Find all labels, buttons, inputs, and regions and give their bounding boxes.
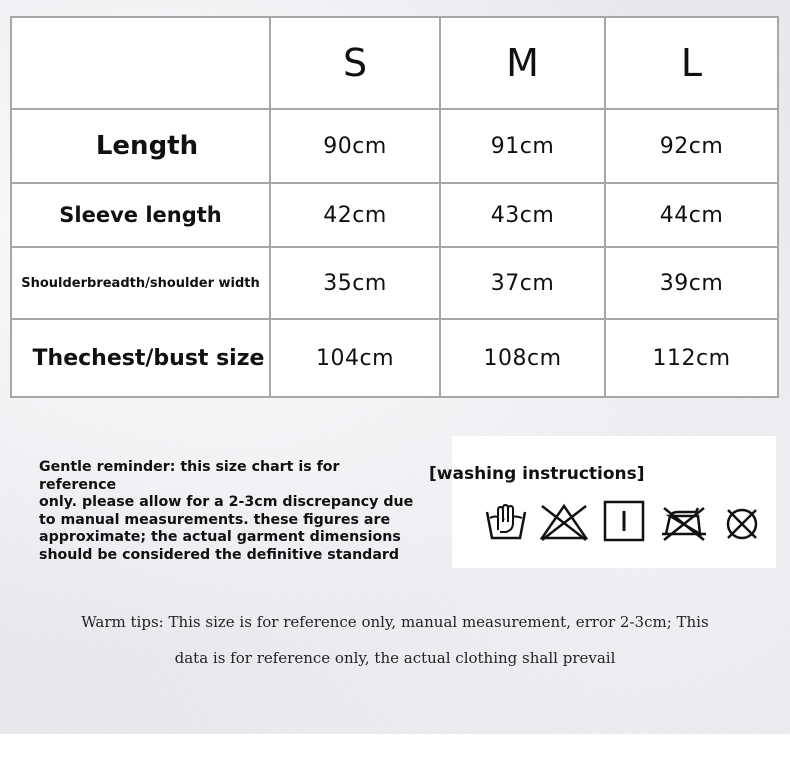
reminder-line: should be considered the definitive standard bbox=[39, 546, 400, 563]
reminder-line: Gentle reminder: this size chart is for reference bbox=[39, 459, 340, 493]
row-label-length: Length bbox=[11, 109, 270, 183]
table-row bbox=[11, 183, 778, 247]
corner-cell bbox=[11, 17, 270, 109]
value-cell: 92cm bbox=[605, 109, 778, 183]
size-header-s: S bbox=[270, 17, 440, 109]
tips-line-2: data is for reference only, the actual clothing shall prevail bbox=[174, 649, 616, 667]
size-header-m: M bbox=[440, 17, 605, 109]
value-cell: 37cm bbox=[440, 247, 605, 319]
gentle-reminder bbox=[39, 459, 419, 565]
reminder-line: only. please allow for a 2-3cm discrepancy due bbox=[39, 494, 414, 511]
reminder-line: to manual measurements. these figures are bbox=[39, 511, 391, 528]
value-cell: 43cm bbox=[440, 183, 605, 247]
row-label-sleeve-length: Sleeve length bbox=[11, 183, 270, 247]
tips-line-1: Warm tips: This size is for reference only, manual measurement, error 2-3cm; This bbox=[81, 613, 709, 631]
value-cell: 44cm bbox=[605, 183, 778, 247]
washing-title: [washing instructions] bbox=[429, 464, 645, 484]
table-row bbox=[11, 319, 778, 397]
value-cell: 91cm bbox=[440, 109, 605, 183]
do-not-iron-icon bbox=[658, 500, 710, 544]
row-label-shoulder-width: Shoulderbreadth/shoulder width bbox=[11, 247, 270, 319]
value-cell: 35cm bbox=[270, 247, 440, 319]
hand-wash-icon bbox=[484, 500, 528, 544]
do-not-bleach-icon bbox=[538, 500, 590, 544]
reminder-line: approximate; the actual garment dimensions bbox=[39, 529, 401, 546]
washing-icons bbox=[484, 500, 764, 544]
size-header-row bbox=[11, 17, 778, 109]
warm-tips bbox=[0, 604, 790, 676]
table-row bbox=[11, 109, 778, 183]
do-not-dry-clean-icon bbox=[722, 500, 762, 544]
value-cell: 90cm bbox=[270, 109, 440, 183]
table-row bbox=[11, 247, 778, 319]
value-cell: 112cm bbox=[605, 319, 778, 397]
hang-dry-icon bbox=[602, 500, 646, 544]
size-header-l: L bbox=[605, 17, 778, 109]
value-cell: 42cm bbox=[270, 183, 440, 247]
value-cell: 39cm bbox=[605, 247, 778, 319]
size-chart-table bbox=[10, 16, 779, 398]
value-cell: 104cm bbox=[270, 319, 440, 397]
row-label-bust-size: Thechest/bust size bbox=[11, 319, 270, 397]
value-cell: 108cm bbox=[440, 319, 605, 397]
